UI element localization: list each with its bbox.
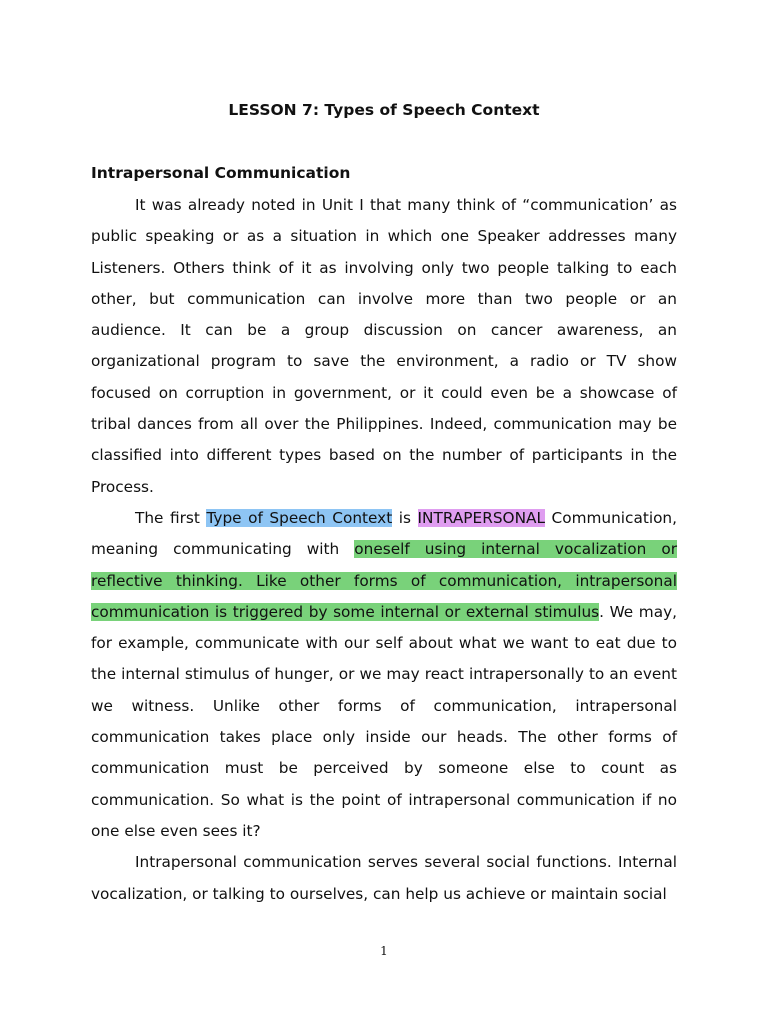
lesson-title: LESSON 7: Types of Speech Context [228, 101, 540, 119]
paragraph-1: It was already noted in Unit I that many think of “communication’ as public speaking or as a situation in which one Speaker addresses many Listeners. Others think of it as involving only two people talking to each other, but communication can involve more than two people or an audience. It can be a group discussion on cancer awareness, an organizational program to save the environment, a radio or TV show focused on corruption in government, or it could even be a showcase of tribal dances from all over the Philippines. Indeed, communication may be classified into different types based on the number of participants in the Process. [91, 196, 677, 496]
paragraph-2-lead: The first [135, 508, 207, 527]
paragraph-2-mid-2: Communication, meaning communicating with [91, 508, 677, 559]
highlight-type-of-speech-context: Type of Speech Context [206, 508, 393, 527]
paragraph-2-mid-1: is [392, 508, 418, 527]
highlight-intrapersonal: INTRAPERSONAL [417, 508, 546, 527]
highlight-definition: oneself using internal vocalization or reflective thinking. Like other forms of communication, intrapersonal communication is triggered by some internal or external stimulus [91, 540, 677, 621]
page-number: 1 [380, 944, 388, 958]
paragraph-2 [91, 503, 677, 847]
section-heading: Intrapersonal Communication [91, 164, 351, 182]
paragraph-2-tail: . We may, for example, communicate with our self about what we want to eat due to the internal stimulus of hunger, or we may react intrapersonally to an event we witness. Unlike other forms of communication, intrapersonal communication takes place only inside our heads. The other forms of communication must be perceived by someone else to count as communication. So what is the point of intrapersonal communication if no one else even sees it? [91, 602, 678, 840]
body-text [91, 190, 677, 910]
paragraph-3: Intrapersonal communication serves several social functions. Internal vocalization, or talking to ourselves, can help us achieve or maintain social [91, 853, 677, 903]
